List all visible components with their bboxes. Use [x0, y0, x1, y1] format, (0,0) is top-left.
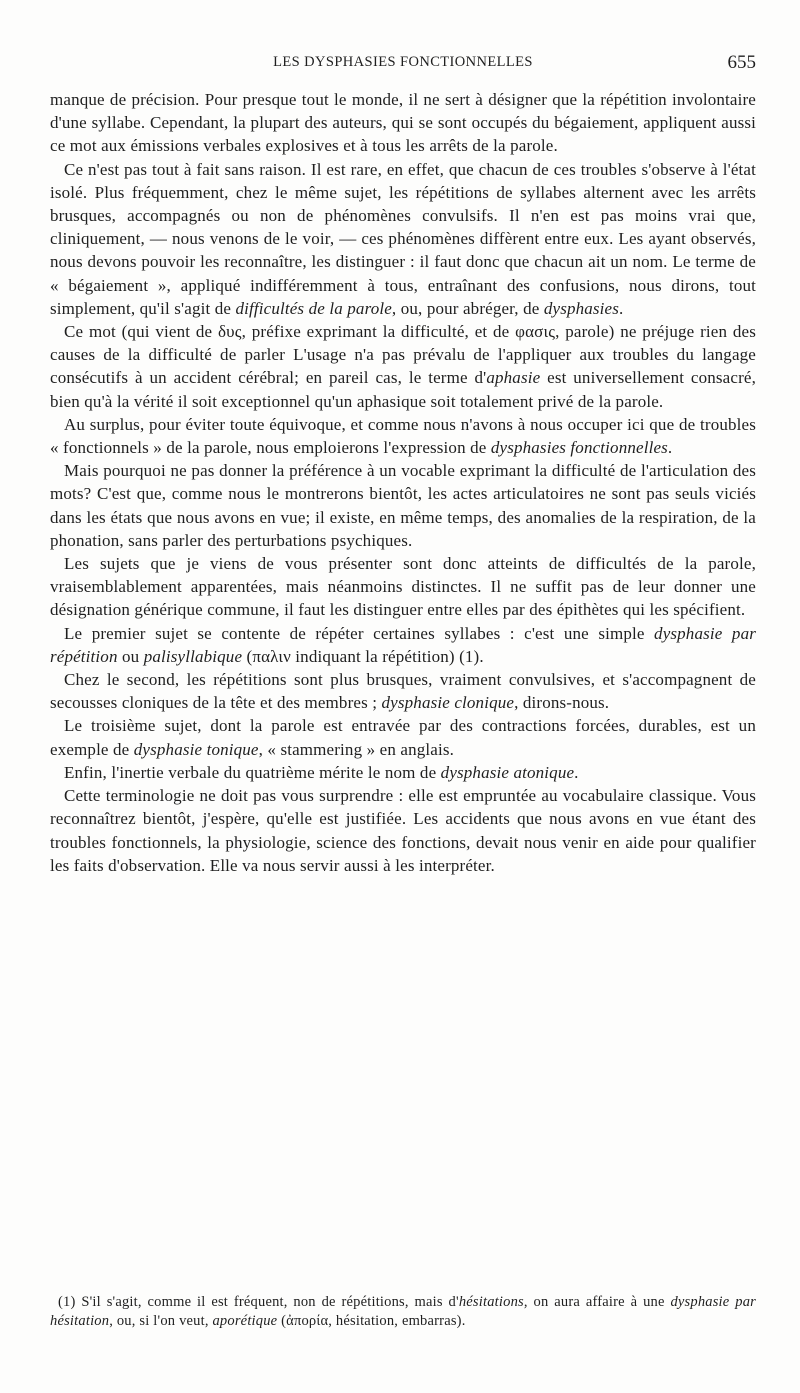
text-run: (ἀπορία, hésitation, embarras).	[277, 1313, 466, 1329]
text-run: Ce mot (qui vient de δυς, préfixe exprimant la difficulté, et de φασις, parole) ne préjuge rien des causes de la difficulté de parler L'usage n'a pas prévalu de l'appliquer aux troubles du langage consécutifs à un accident cérébral; en pareil cas, le terme d'	[50, 322, 756, 388]
text-run: manque de précision. Pour presque tout le monde, il ne sert à désigner que la répétition involontaire d'une syllabe. Cependant, la plupart des auteurs, qui se sont occupés du bégaiement, appliquent aussi ce mot aux émissions verbales explosives et à tous les arrêts de la parole.	[50, 90, 756, 156]
text-run: est universellement consacré, bien qu'à la vérité il soit exceptionnel qu'un aphasique soit totalement privé de la parole.	[50, 368, 756, 411]
text-run: , ou, si l'on veut,	[109, 1313, 213, 1329]
running-head: LES DYSPHASIES FONCTIONNELLES	[273, 54, 533, 70]
italic-term: aphasie	[486, 368, 541, 388]
paragraph-10	[50, 761, 756, 784]
text-run: ou	[117, 646, 144, 666]
italic-term: dysphasie clonique	[381, 693, 515, 713]
text-run: Au surplus, pour éviter toute équivoque, et comme nous n'avons à nous occuper ici que de troubles « fonctionnels » de la parole, nous emploierons l'expression de	[50, 414, 756, 458]
text-run: (1) S'il s'agit, comme il est fréquent, non de répétitions, mais d'	[58, 1294, 459, 1310]
italic-term: palisyllabique	[143, 646, 243, 666]
body-text	[50, 88, 756, 877]
italic-term: dysphasie par répétition	[50, 623, 756, 666]
paragraph-11	[50, 784, 756, 877]
paragraph-7	[50, 622, 756, 668]
italic-term: hésitations	[458, 1294, 524, 1310]
text-run: Le premier sujet se contente de répéter certaines syllabes : c'est une simple	[64, 623, 655, 643]
paragraph-8	[50, 668, 756, 714]
paragraph-5	[50, 459, 756, 552]
footnote-text	[50, 1293, 756, 1331]
text-run: .	[667, 438, 673, 458]
paragraph-6	[50, 552, 756, 622]
text-run: Cette terminologie ne doit pas vous surprendre : elle est empruntée au vocabulaire classique. Vous reconnaîtrez bientôt, j'espère, qu'elle est justifiée. Les accidents que nous avons en vue étant des troubles fonctionnels, la physiologie, science des fonctions, devait nous venir en aide pour qualifier les faits d'observation. Elle va nous servir aussi à les interpréter.	[50, 786, 756, 875]
footnote	[50, 1293, 756, 1331]
paragraph-3	[50, 320, 756, 413]
text-run: , dirons-nous.	[514, 693, 610, 713]
italic-term: dysphasie tonique	[133, 739, 259, 759]
text-run: Enfin, l'inertie verbale du quatrième mérite le nom de	[64, 762, 441, 782]
text-run: (παλιν indiquant la répétition) (1).	[242, 646, 484, 666]
italic-term: dysphasies	[543, 298, 620, 318]
text-run: Chez le second, les répétitions sont plus brusques, vraiment convulsives, et s'accompagnent de secousses cloniques de la tête et des membres ;	[50, 670, 756, 713]
page-header	[50, 52, 756, 76]
paragraph-9	[50, 714, 756, 760]
italic-term: difficultés de la parole	[235, 298, 392, 318]
paragraph-1	[50, 88, 756, 158]
text-run: Mais pourquoi ne pas donner la préférence à un vocable exprimant la difficulté de l'articulation des mots? C'est que, comme nous le montrerons bientôt, les actes articulatoires ne sont pas seuls viciés dans les états que nous avons en vue; il existe, en même temps, des anomalies de la respiration, de la phonation, sans parler des perturbations psychiques.	[50, 461, 756, 550]
text-run: , ou, pour abréger, de	[391, 298, 544, 318]
paragraph-4	[50, 413, 756, 459]
text-run: .	[574, 762, 579, 782]
italic-term: dysphasies fonctionnelles	[490, 438, 668, 458]
text-run: , « stammering » en anglais.	[258, 739, 455, 759]
italic-term: aporétique	[212, 1313, 278, 1329]
text-run: .	[619, 298, 624, 318]
text-run: , on aura affaire à une	[523, 1294, 671, 1310]
text-run: Le troisième sujet, dont la parole est entravée par des contractions forcées, durables, est un exemple de	[50, 716, 756, 759]
page-number: 655	[727, 52, 756, 73]
italic-term: dysphasie atonique	[440, 762, 575, 782]
text-run: Ce n'est pas tout à fait sans raison. Il est rare, en effet, que chacun de ces troubles s'observe à l'état isolé. Plus fréquemment, chez le même sujet, les répétitions de syllabes alternent avec les arrêts brusques, accompagnés ou non de phénomènes convulsifs. Il n'en est pas moins vrai que, cliniquement, — nous venons de le voir, — ces phénomènes diffèrent entre eux. Les ayant observés, nous devons pouvoir les reconnaître, les distinguer : il faut donc que chacun ait un nom. Le terme de « bégaiement », appliqué indifféremment à tous, entraînant des confusions, nous dirons, tout simplement, qu'il s'agit de	[50, 159, 756, 318]
italic-term: dysphasie par hésitation	[50, 1294, 756, 1329]
paragraph-2	[50, 158, 756, 320]
text-run: Les sujets que je viens de vous présenter sont donc atteints de difficultés de la parole, vraisemblablement apparentées, mais néanmoins distinctes. Il ne suffit pas de leur donner une désignation générique commune, il faut les distinguer entre elles par des épithètes qui les spécifient.	[50, 554, 756, 620]
